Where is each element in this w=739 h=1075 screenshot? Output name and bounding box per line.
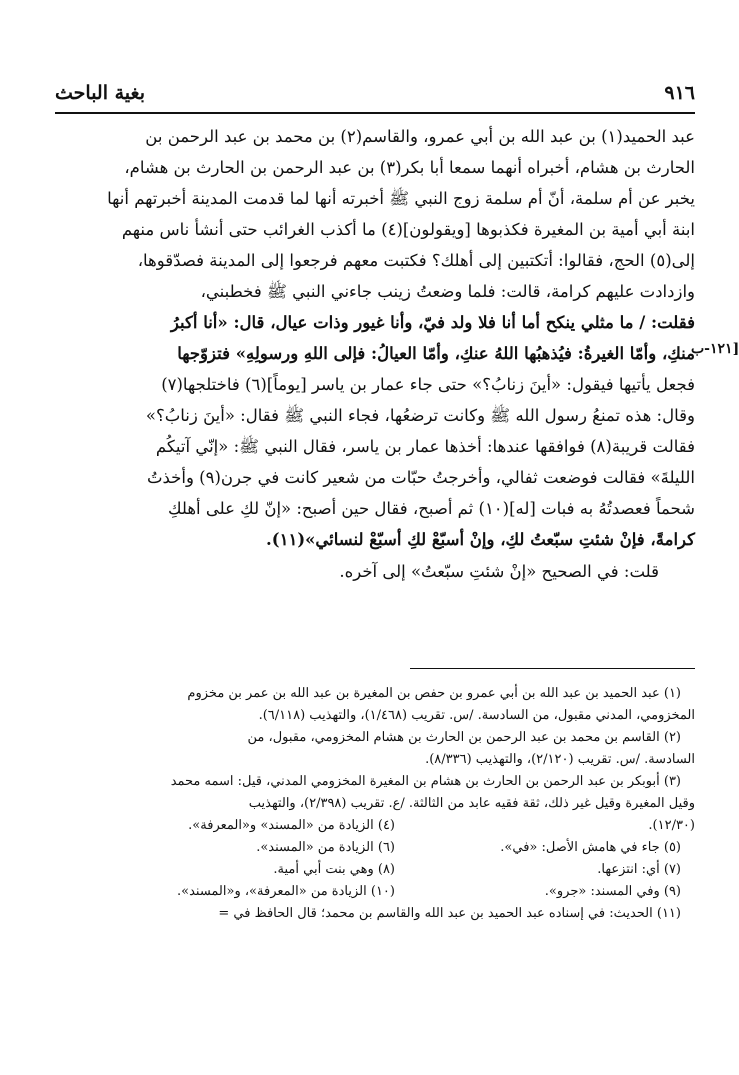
text-line: الحارث بن هشام، أخبراه أنهما سمعا أبا بكر(٣) بن عبد الرحمن بن الحارث بن هشام، <box>124 158 695 177</box>
text-line: فجعل يأتيها فيقول: «أينَ زنابُ؟» حتى جاء عمار بن ياسر [يوماً](٦) فاختلجها(٧) <box>161 375 695 394</box>
footnote-row <box>55 837 695 859</box>
closing-remark: قلت: في الصحيح «إنْ شئتِ سبّعتُ» إلى آخره. <box>339 562 659 581</box>
footnote-11: (١١) الحديث: في إسناده عبد الحميد بن عبد الله والقاسم بن محمد؛ قال الحافظ في = <box>218 906 681 921</box>
text-line: إلى(٥) الحج، فقالوا: أتكتبين إلى أهلك؟ فكتبت معهم فرجعوا إلى المدينة فصدّقوها، <box>137 251 695 270</box>
text-line: شحماً فعصدتُهُ به فبات [له](١٠) ثم أصبح، فقال حين أصبح: «إنّ لكِ على أهلكِ <box>167 499 695 518</box>
footnote-10: (١٠) الزيادة من «المعرفة»، و«المسند». <box>176 884 395 899</box>
text-line: يخبر عن أم سلمة، أنّ أم سلمة زوج النبي ﷺ أخبرته أنها لما قدمت المدينة أخبرتهم أنها <box>107 189 695 208</box>
footnotes <box>55 683 695 925</box>
footnote-3: (٣) أبوبكر بن عبد الرحمن بن الحارث بن هشام بن المغيرة المخزومي المدني، قيل: اسمه محمد <box>170 774 681 789</box>
footnote-row <box>55 815 695 837</box>
text-line: فقلت: / ما مثلي ينكح أما أنا فلا ولد فيّ، وأنا غيور وذات عيال، قال: «أنا أكبرُ <box>170 313 695 332</box>
text-line: منكِ، وأمّا الغيرةُ: فيُذهبُها اللهُ عنكِ، وأمّا العيالُ: فإلى اللهِ ورسولِهِ» فتزوّجها <box>177 344 695 363</box>
footnote-9: (٩) وفي المسند: «جرو». <box>544 884 681 899</box>
footnote-rule <box>410 668 695 669</box>
footnote-3-cont: وقيل المغيرة وقيل غير ذلك، ثقة فقيه عابد من الثالثة. /ع. تقريب (٢/٣٩٨)، والتهذيب <box>248 796 695 811</box>
footnote-row <box>55 881 695 903</box>
footnote-2-cont: السادسة. /س. تقريب (٢/١٢٠)، والتهذيب (٨/٣٣٦). <box>425 752 695 767</box>
footnote-8: (٨) وهي بنت أبي أمية. <box>273 862 395 877</box>
footnote-7: (٧) أي: انتزعها. <box>597 862 681 877</box>
text-line: عبد الحميد(١) بن عبد الله بن أبي عمرو، والقاسم(٢) بن محمد بن عبد الرحمن بن <box>145 127 695 146</box>
text-line: الليلةَ» فقالت فوضعت ثفالي، وأخرجتُ حبّات من شعير كانت في جرن(٩) وأخذتُ <box>146 468 695 487</box>
text-line: وازدادت عليهم كرامة، قالت: فلما وضعتُ زينب جاءني النبي ﷺ فخطبني، <box>200 282 695 301</box>
header-rule <box>55 112 695 114</box>
text-line: فقالت قريبة(٨) فوافقها عندها: أخذها عمار بن ياسر، فقال النبي ﷺ: «إنّي آتيكُم <box>155 437 695 456</box>
page-header <box>55 82 695 110</box>
main-text <box>55 121 695 589</box>
text-line: وقال: هذه تمنعُ رسول الله ﷺ وكانت ترضعُها، فجاء النبي ﷺ فقال: «أينَ زنابُ؟» <box>145 406 695 425</box>
page-number: ٩١٦ <box>664 82 695 104</box>
footnote-4: (٤) الزيادة من «المسند» و«المعرفة». <box>188 818 395 833</box>
text-line: ابنة أبي أمية بن المغيرة فكذبوها [ويقولون](٤) ما أكذب الغرائب حتى أنشأ ناس منهم <box>121 220 695 239</box>
manuscript-folio-note: [١٢١-ب <box>691 341 739 357</box>
footnote-1: (١) عبد الحميد بن عبد الله بن أبي عمرو بن حفص بن المغيرة بن عبد الله بن عمر بن مخزوم <box>187 686 681 701</box>
running-title: بغية الباحث <box>55 82 145 104</box>
footnote-1-cont: المخزومي، المدني مقبول، من السادسة. /س. تقريب (١/٤٦٨)، والتهذيب (٦/١١٨). <box>258 708 695 723</box>
text-line: كرامةً، فإنْ شئتِ سبّعتُ لكِ، وإنْ أسبّعْ لكِ أسبّعْ لنسائي»(١١). <box>266 530 695 549</box>
footnote-row <box>55 859 695 881</box>
footnote-3-end: (١٢/٣٠). <box>648 818 695 833</box>
footnote-6: (٦) الزيادة من «المسند». <box>256 840 395 855</box>
footnote-5: (٥) جاء في هامش الأصل: «في». <box>500 840 681 855</box>
footnote-2: (٢) القاسم بن محمد بن عبد الرحمن بن الحارث بن هشام المخزومي، مقبول، من <box>247 730 681 745</box>
